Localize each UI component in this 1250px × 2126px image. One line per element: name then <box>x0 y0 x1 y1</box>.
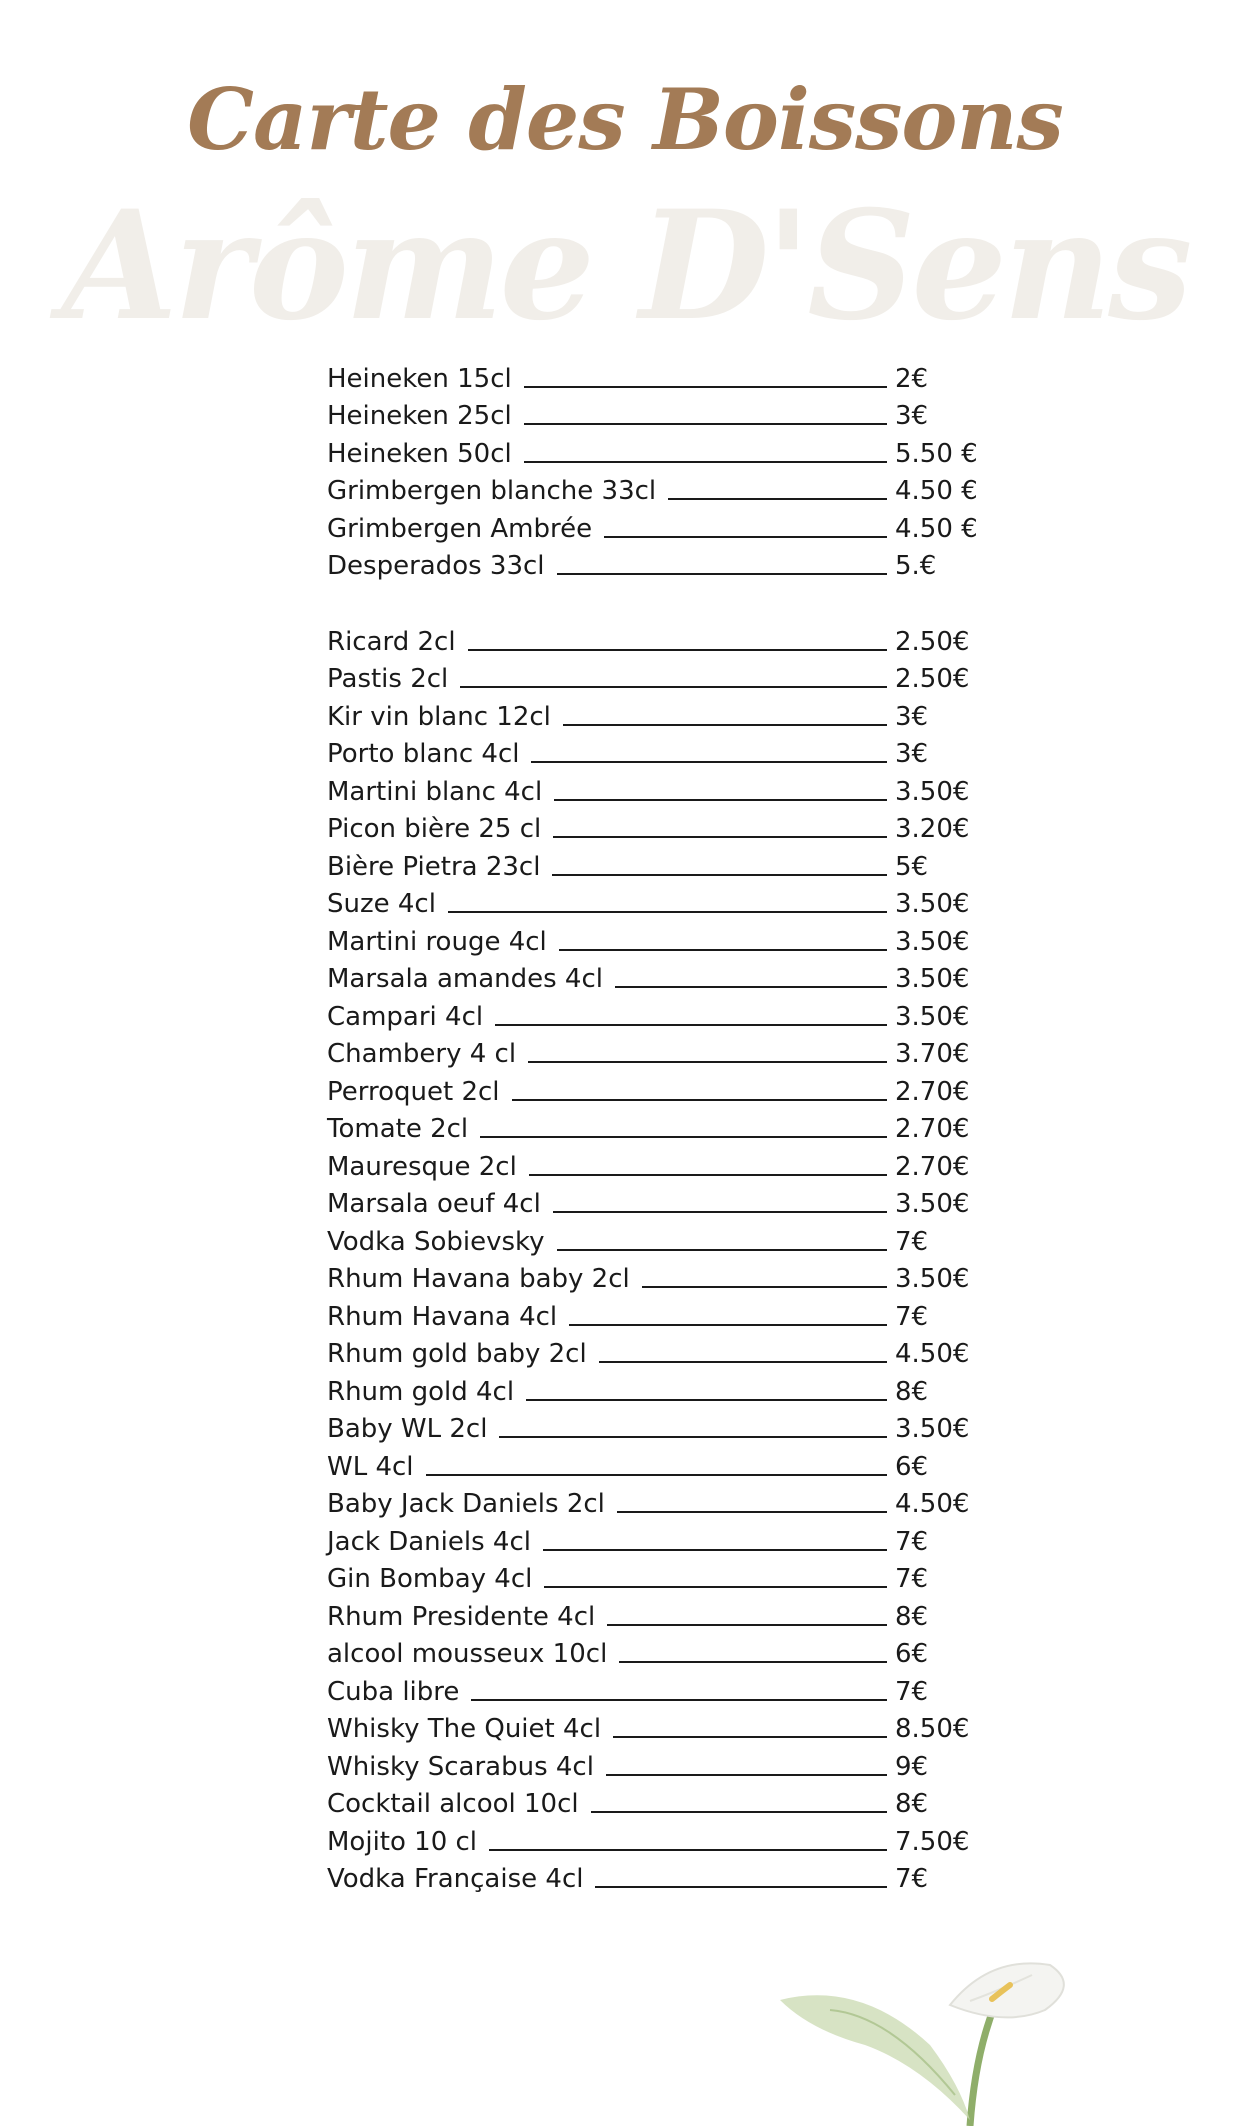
list-item <box>327 1632 977 1670</box>
item-price: 3.20€ <box>895 814 970 844</box>
item-price: 7€ <box>895 1301 929 1332</box>
list-item <box>327 619 977 657</box>
item-name: Martini blanc 4cl <box>327 776 543 807</box>
item-price: 3.50€ <box>895 776 970 807</box>
item-price: 3.50€ <box>895 1414 970 1444</box>
item-name: Rhum gold baby 2cl <box>327 1339 587 1369</box>
item-name: Marsala amandes 4cl <box>327 964 603 994</box>
item-name: Rhum Havana baby 2cl <box>327 1264 630 1294</box>
leader-line <box>544 1586 887 1588</box>
item-price: 3.50€ <box>895 1001 970 1032</box>
list-item <box>327 1294 977 1332</box>
item-name: Perroquet 2cl <box>327 1076 500 1107</box>
leader-line <box>552 874 887 876</box>
item-price: 3.70€ <box>895 1039 970 1069</box>
item-price: 3.50€ <box>895 926 970 957</box>
item-name: Rhum Presidente 4cl <box>327 1601 596 1632</box>
list-item <box>327 1257 977 1295</box>
leader-line <box>460 686 887 688</box>
item-name: Baby WL 2cl <box>327 1414 488 1444</box>
leader-line <box>528 1061 887 1063</box>
list-item <box>327 1144 977 1182</box>
list-item <box>327 1557 977 1595</box>
item-name: Tomate 2cl <box>327 1114 469 1144</box>
list-item <box>327 469 977 507</box>
leader-line <box>557 1249 887 1251</box>
item-name: Campari 4cl <box>327 1001 484 1032</box>
list-item <box>327 1594 977 1632</box>
item-name: Cocktail alcool 10cl <box>327 1789 579 1819</box>
item-name: Marsala oeuf 4cl <box>327 1189 541 1219</box>
item-name: Suze 4cl <box>327 889 436 919</box>
item-price: 6€ <box>895 1639 929 1669</box>
item-name: Pastis 2cl <box>327 664 449 694</box>
item-price: 4.50 € <box>895 476 978 506</box>
item-name: Vodka Sobievsky <box>327 1226 545 1257</box>
list-item <box>327 732 977 770</box>
list-item <box>327 1369 977 1407</box>
item-name: Heineken 50cl <box>327 438 512 469</box>
list-item <box>327 506 977 544</box>
item-price: 3€ <box>895 701 929 732</box>
item-price: 6€ <box>895 1451 929 1482</box>
list-item <box>327 807 977 845</box>
item-price: 3.50€ <box>895 889 970 919</box>
item-name: Whisky Scarabus 4cl <box>327 1751 594 1782</box>
list-item <box>327 957 977 995</box>
item-name: Vodka Française 4cl <box>327 1864 584 1894</box>
leader-line <box>615 986 887 988</box>
beers-section <box>327 356 977 581</box>
leader-line <box>569 1324 887 1326</box>
leader-line <box>591 1811 887 1813</box>
section-gap <box>327 581 977 619</box>
leader-line <box>606 1774 887 1776</box>
leader-line <box>524 423 887 425</box>
leader-line <box>553 836 887 838</box>
list-item <box>327 1219 977 1257</box>
leader-line <box>526 1399 887 1401</box>
item-price: 7€ <box>895 1564 929 1594</box>
item-name: Ricard 2cl <box>327 626 456 657</box>
item-price: 3€ <box>895 401 929 431</box>
list-item <box>327 694 977 732</box>
leader-line <box>512 1099 887 1101</box>
leader-line <box>543 1549 887 1551</box>
list-item <box>327 1032 977 1070</box>
list-item <box>327 769 977 807</box>
item-price: 7€ <box>895 1676 929 1707</box>
leader-line <box>471 1699 887 1701</box>
list-item <box>327 394 977 432</box>
list-item <box>327 657 977 695</box>
item-name: Chambery 4 cl <box>327 1039 517 1069</box>
leader-line <box>617 1511 887 1513</box>
list-item <box>327 1332 977 1370</box>
list-item <box>327 1107 977 1145</box>
item-price: 8€ <box>895 1789 929 1819</box>
item-price: 9€ <box>895 1751 929 1782</box>
item-name: Grimbergen Ambrée <box>327 513 593 544</box>
item-name: alcool mousseux 10cl <box>327 1639 608 1669</box>
leader-line <box>595 1886 887 1888</box>
item-name: Jack Daniels 4cl <box>327 1526 531 1557</box>
item-price: 2.70€ <box>895 1151 970 1182</box>
leader-line <box>668 498 887 500</box>
leader-line <box>426 1474 887 1476</box>
item-name: Heineken 25cl <box>327 401 512 431</box>
item-name: Martini rouge 4cl <box>327 926 547 957</box>
list-item <box>327 1482 977 1520</box>
leader-line <box>613 1736 887 1738</box>
list-item <box>327 1182 977 1220</box>
leader-line <box>619 1661 887 1663</box>
leader-line <box>468 649 887 651</box>
leader-line <box>531 761 887 763</box>
item-price: 3.50€ <box>895 964 970 994</box>
item-price: 7.50€ <box>895 1826 970 1857</box>
list-item <box>327 1744 977 1782</box>
leader-line <box>480 1136 887 1138</box>
leader-line <box>607 1624 887 1626</box>
item-price: 8€ <box>895 1601 929 1632</box>
item-name: Mojito 10 cl <box>327 1826 478 1857</box>
list-item <box>327 544 977 582</box>
item-name: Rhum gold 4cl <box>327 1376 515 1407</box>
item-price: 3.50€ <box>895 1264 970 1294</box>
item-name: Mauresque 2cl <box>327 1151 517 1182</box>
list-item <box>327 844 977 882</box>
leader-line <box>604 536 887 538</box>
item-price: 3€ <box>895 739 929 769</box>
leader-line <box>524 386 887 388</box>
leader-line <box>557 573 887 575</box>
drinks-list <box>327 356 977 1894</box>
item-price: 4.50€ <box>895 1489 970 1519</box>
item-price: 7€ <box>895 1226 929 1257</box>
list-item <box>327 1707 977 1745</box>
item-name: Grimbergen blanche 33cl <box>327 476 657 506</box>
item-price: 7€ <box>895 1526 929 1557</box>
item-name: Desperados 33cl <box>327 551 545 581</box>
item-price: 7€ <box>895 1864 929 1894</box>
item-name: Cuba libre <box>327 1676 460 1707</box>
item-name: Picon bière 25 cl <box>327 814 542 844</box>
item-name: Porto blanc 4cl <box>327 739 520 769</box>
item-price: 8€ <box>895 1376 929 1407</box>
item-price: 5.€ <box>895 551 937 581</box>
leader-line <box>553 1211 887 1213</box>
item-price: 5€ <box>895 851 929 882</box>
item-price: 4.50 € <box>895 513 978 544</box>
item-name: Bière Pietra 23cl <box>327 851 541 882</box>
leader-line <box>495 1024 887 1026</box>
list-item <box>327 1444 977 1482</box>
leader-line <box>554 799 887 801</box>
item-price: 3.50€ <box>895 1189 970 1219</box>
list-item <box>327 1819 977 1857</box>
item-price: 2.50€ <box>895 664 970 694</box>
leader-line <box>642 1286 887 1288</box>
list-item <box>327 994 977 1032</box>
leader-line <box>489 1849 887 1851</box>
leader-line <box>499 1436 887 1438</box>
list-item <box>327 919 977 957</box>
list-item <box>327 1069 977 1107</box>
list-item <box>327 1782 977 1820</box>
list-item <box>327 431 977 469</box>
list-item <box>327 1519 977 1557</box>
item-price: 2.70€ <box>895 1076 970 1107</box>
leader-line <box>599 1361 887 1363</box>
menu-title: Carte des Boissons <box>187 70 1063 169</box>
item-price: 2.50€ <box>895 626 970 657</box>
item-price: 5.50 € <box>895 438 978 469</box>
item-price: 8.50€ <box>895 1714 970 1744</box>
item-name: Baby Jack Daniels 2cl <box>327 1489 605 1519</box>
list-item <box>327 356 977 394</box>
leader-line <box>529 1174 887 1176</box>
list-item <box>327 1857 977 1895</box>
calla-lily-icon <box>770 1935 1070 2126</box>
item-name: Whisky The Quiet 4cl <box>327 1714 602 1744</box>
item-name: Kir vin blanc 12cl <box>327 701 551 732</box>
item-price: 2.70€ <box>895 1114 970 1144</box>
item-name: Heineken 15cl <box>327 363 512 394</box>
item-name: Gin Bombay 4cl <box>327 1564 533 1594</box>
list-item <box>327 882 977 920</box>
leader-line <box>524 461 887 463</box>
list-item <box>327 1669 977 1707</box>
item-price: 2€ <box>895 363 929 394</box>
list-item <box>327 1407 977 1445</box>
watermark-logo: Arôme D'Sens <box>61 178 1189 354</box>
leader-line <box>563 724 887 726</box>
item-price: 4.50€ <box>895 1339 970 1369</box>
leader-line <box>559 949 887 951</box>
leader-line <box>448 911 887 913</box>
item-name: WL 4cl <box>327 1451 414 1482</box>
item-name: Rhum Havana 4cl <box>327 1301 558 1332</box>
spirits-section <box>327 619 977 1894</box>
